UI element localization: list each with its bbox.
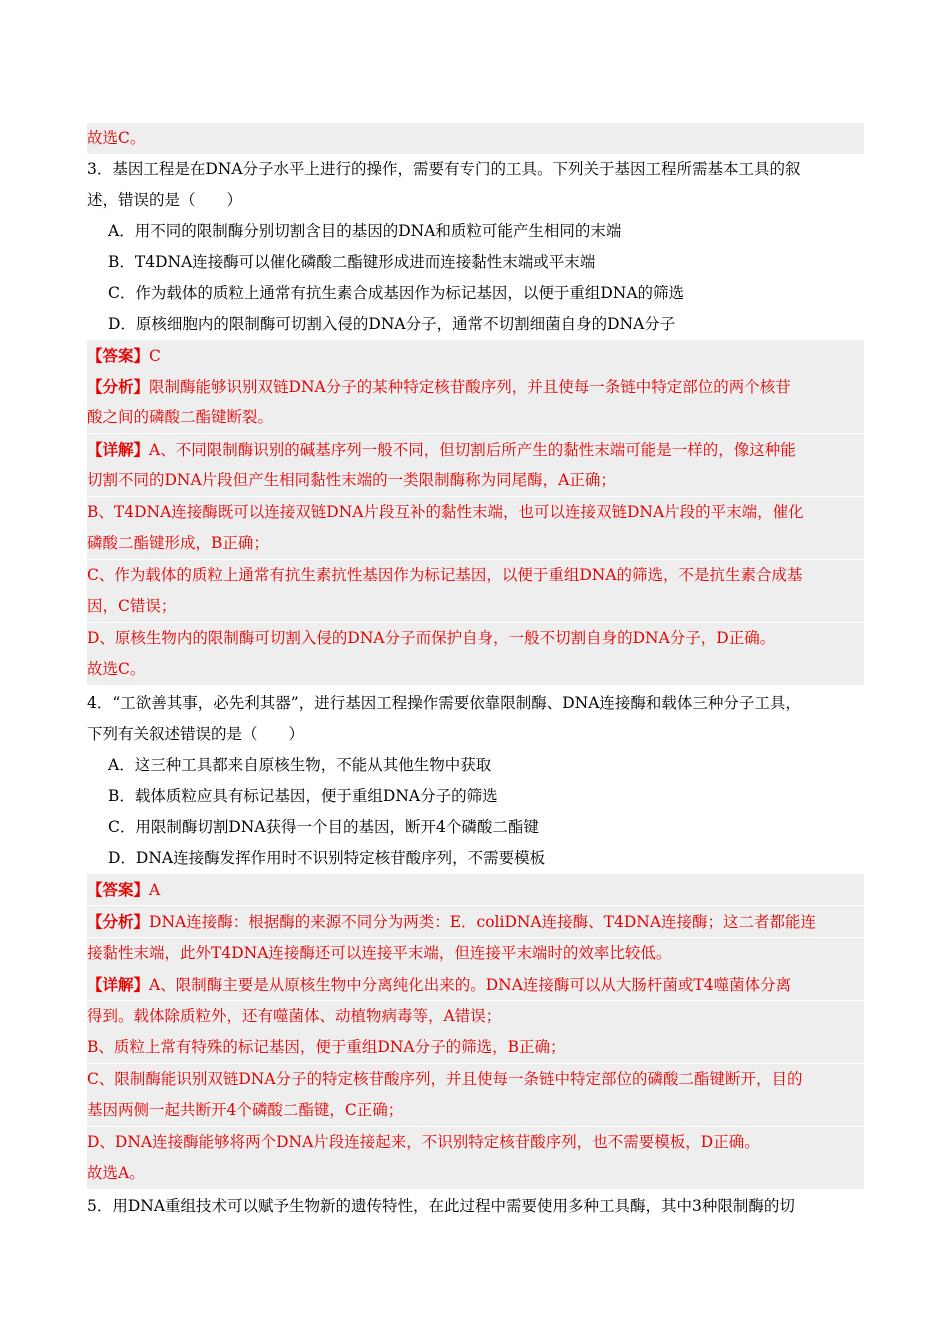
q3-conclusion: 故选C。 bbox=[87, 654, 864, 685]
q3-detail-line-7: D、原核生物内的限制酶可切割入侵的DNA分子而保护自身，一般不切割自身的DNA分子，D正确。 bbox=[87, 623, 864, 654]
detail-text: A、限制酶主要是从原核生物中分离纯化出来的。DNA连接酶可以从大肠杆菌或T4噬菌体分离 bbox=[149, 976, 792, 994]
q4-option-a: A．这三种工具都来自原核生物，不能从其他生物中获取 bbox=[108, 756, 492, 774]
detail-label: 【详解】 bbox=[87, 975, 150, 994]
q3-analysis-line-2: 酸之间的磷酸二酯键断裂。 bbox=[87, 402, 864, 433]
analysis-label: 【分析】 bbox=[87, 377, 150, 396]
q4-stem-line-1: 4．“工欲善其事，必先利其器”，进行基因工程操作需要依靠限制酶、DNA连接酶和载体三种分子工具， bbox=[87, 694, 801, 712]
answer-value: C bbox=[149, 347, 161, 365]
q4-option-d: D．DNA连接酶发挥作用时不识别特定核苷酸序列，不需要模板 bbox=[108, 849, 546, 867]
q3-detail-line-6: 因，C错误； bbox=[87, 591, 864, 622]
q4-analysis-line-1 bbox=[87, 906, 864, 937]
analysis-label: 【分析】 bbox=[87, 912, 150, 931]
answer-value: A bbox=[149, 881, 161, 899]
q3-detail-line-2: 切割不同的DNA片段但产生相同黏性末端的一类限制酶称为同尾酶，A正确； bbox=[87, 465, 864, 496]
q4-detail-line-3: B、质粒上常有特殊的标记基因，便于重组DNA分子的筛选，B正确； bbox=[87, 1032, 864, 1063]
q3-option-d: D．原核细胞内的限制酶可切割入侵的DNA分子，通常不切割细菌自身的DNA分子 bbox=[108, 315, 676, 333]
detail-text: A、不同限制酶识别的碱基序列一般不同，但切割后所产生的黏性末端可能是一样的，像这种能 bbox=[149, 441, 796, 459]
q3-stem-line-1: 3．基因工程是在DNA分子水平上进行的操作，需要有专门的工具。下列关于基因工程所需基本工具的叙 bbox=[87, 160, 801, 178]
q4-option-b: B．载体质粒应具有标记基因，便于重组DNA分子的筛选 bbox=[108, 787, 498, 805]
answer-label: 【答案】 bbox=[87, 880, 150, 899]
q4-detail-line-2: 得到。载体除质粒外，还有噬菌体、动植物病毒等，A错误； bbox=[87, 1001, 864, 1032]
q3-answer bbox=[87, 340, 864, 371]
q3-option-b: B．T4DNA连接酶可以催化磷酸二酯键形成进而连接黏性末端或平末端 bbox=[108, 253, 596, 271]
q3-option-a: A．用不同的限制酶分别切割含目的基因的DNA和质粒可能产生相同的末端 bbox=[108, 222, 622, 240]
q4-analysis-line-2: 接黏性末端，此外T4DNA连接酶还可以连接平末端，但连接平末端时的效率比较低。 bbox=[87, 938, 864, 969]
q3-stem-line-2: 述，错误的是（ ） bbox=[87, 191, 243, 209]
q3-detail-line-5: C、作为载体的质粒上通常有抗生素抗性基因作为标记基因，以便于重组DNA的筛选，不是抗生素合成基 bbox=[87, 560, 864, 591]
q4-answer bbox=[87, 874, 864, 905]
q3-detail-line-3: B、T4DNA连接酶既可以连接双链DNA片段互补的黏性末端，也可以连接双链DNA片段的平末端，催化 bbox=[87, 497, 864, 528]
detail-label: 【详解】 bbox=[87, 440, 150, 459]
analysis-text: 限制酶能够识别双链DNA分子的某种特定核苷酸序列，并且使每一条链中特定部位的两个核苷 bbox=[149, 378, 791, 396]
previous-conclusion: 故选C。 bbox=[87, 123, 864, 154]
q4-detail-line-4: C、限制酶能识别双链DNA分子的特定核苷酸序列，并且使每一条链中特定部位的磷酸二酯键断开，目的 bbox=[87, 1064, 864, 1095]
answer-label: 【答案】 bbox=[87, 346, 150, 365]
q4-conclusion: 故选A。 bbox=[87, 1158, 864, 1189]
analysis-text: DNA连接酶：根据酶的来源不同分为两类：E．coliDNA连接酶、T4DNA连接酶；这二者都能连 bbox=[149, 913, 817, 931]
q4-option-c: C．用限制酶切割DNA获得一个目的基因，断开4个磷酸二酯键 bbox=[108, 818, 539, 836]
q3-detail-line-1 bbox=[87, 434, 864, 465]
q4-detail-line-1 bbox=[87, 969, 864, 1000]
q4-detail-line-6: D、DNA连接酶能够将两个DNA片段连接起来，不识别特定核苷酸序列，也不需要模板，D正确。 bbox=[87, 1127, 864, 1158]
q3-option-c: C．作为载体的质粒上通常有抗生素合成基因作为标记基因，以便于重组DNA的筛选 bbox=[108, 284, 685, 302]
q5-stem-line-1: 5．用DNA重组技术可以赋予生物新的遗传特性，在此过程中需要使用多种工具酶，其中3种限制酶的切 bbox=[87, 1197, 795, 1215]
q3-analysis-line-1 bbox=[87, 371, 864, 402]
q4-stem-line-2: 下列有关叙述错误的是（ ） bbox=[87, 725, 305, 743]
q3-detail-line-4: 磷酸二酯键形成，B正确； bbox=[87, 528, 864, 559]
q4-detail-line-5: 基因两侧一起共断开4个磷酸二酯键，C正确； bbox=[87, 1095, 864, 1126]
